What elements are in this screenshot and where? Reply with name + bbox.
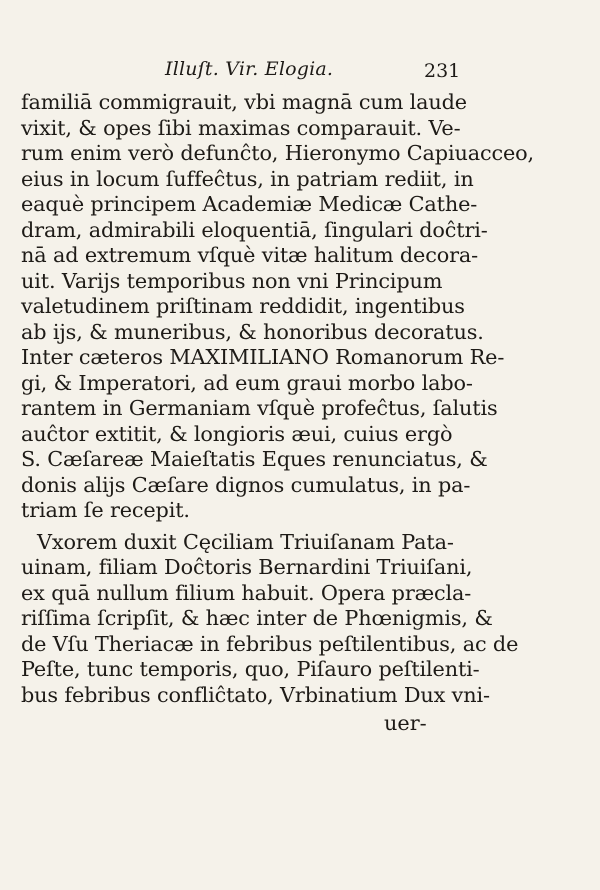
running-title: Illuſt. Vir. Elogia.	[165, 58, 334, 80]
body-text	[21, 90, 534, 736]
page-number: 231	[424, 60, 461, 82]
text-line: familiā commigrauit, vbi magnā cum laude	[21, 90, 467, 114]
text-line: nā ad extremum vſquè vitæ halitum decora-	[21, 243, 478, 267]
text-line: ex quā nullum filium habuit. Opera præcla-	[21, 580, 472, 605]
catchword: uer-	[384, 711, 427, 735]
text-line: Inter cæteros MAXIMILIANO Romanorum Re-	[21, 345, 505, 369]
text-line: ab ijs, & muneribus, & honoribus decoratus.	[21, 319, 484, 344]
text-line: bus febribus confliĉtato, Vrbinatium Dux vni-	[21, 682, 490, 707]
text-line: dram, admirabili eloquentiā, ſingulari doĉtri-	[21, 217, 488, 242]
text-line: S. Cæſareæ Maieſtatis Eques renunciatus, &	[21, 447, 488, 471]
text-line: donis alijs Cæſare dignos cumulatus, in pa-	[21, 472, 471, 497]
text-line: auĉtor extitit, & longioris æui, cuius ergò	[21, 421, 453, 446]
text-line: vixit, & opes ſibi maximas comparauit. Ve-	[21, 115, 461, 140]
paragraph	[21, 90, 534, 524]
text-line: Vxorem duxit Cęciliam Triuiſanam Pata-	[37, 529, 454, 554]
text-line: rantem in Germaniam vſquè profeĉtus, ſalutis	[21, 396, 498, 420]
text-line: eius in locum ſuffeĉtus, in patriam rediit, in	[21, 166, 474, 191]
text-line: eaquè principem Academiæ Medicæ Cathe-	[21, 192, 478, 216]
text-line: de Vſu Theriacæ in febribus peſtilentibus, ac de	[21, 631, 519, 656]
paragraph	[21, 529, 519, 709]
text-line: riſſima ſcripſit, & hæc inter de Phœnigmis, &	[21, 606, 493, 630]
text-line: rum enim verò defunĉto, Hieronymo Capiuacceo,	[21, 141, 534, 165]
text-line: Peſte, tunc temporis, quo, Piſauro peſtilenti-	[21, 657, 480, 681]
text-line: valetudinem priſtinam reddidit, ingentibus	[21, 294, 465, 318]
page-header	[0, 58, 600, 88]
text-line: uit. Varijs temporibus non vni Principum	[21, 268, 443, 293]
text-line: gi, & Imperatori, ad eum graui morbo labo-	[21, 370, 473, 395]
catchword-row	[21, 710, 461, 736]
text-line: triam ſe recepit.	[21, 498, 190, 522]
text-line: uinam, filiam Doĉtoris Bernardini Triuiſani,	[21, 555, 473, 579]
